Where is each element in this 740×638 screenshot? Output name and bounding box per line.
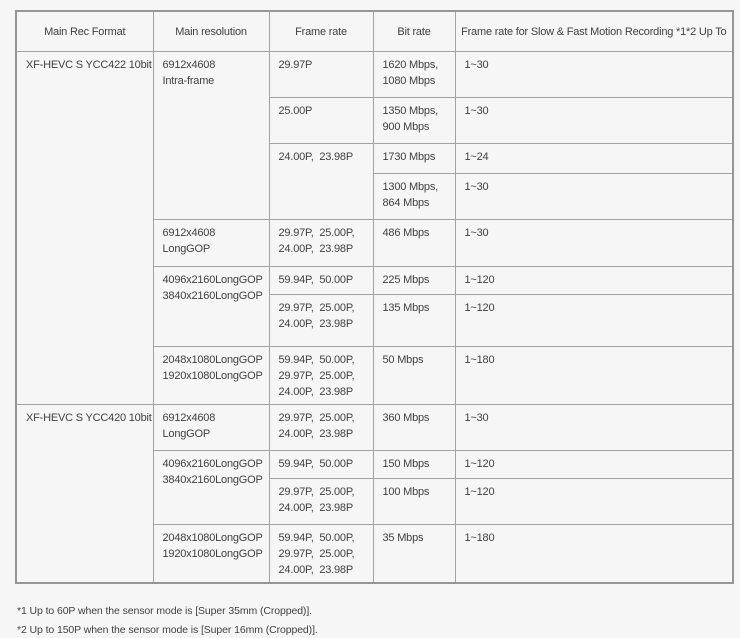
- slow-fast-cell: [455, 144, 733, 174]
- cell-line: 1~120: [464, 302, 495, 314]
- bit-rate-cell: [373, 52, 455, 98]
- bit-rate-cell: [373, 98, 455, 144]
- cell-line: 50 Mbps: [382, 354, 424, 366]
- slow-fast-cell: [455, 52, 733, 98]
- cell-line: LongGOP: [162, 243, 211, 255]
- cell-line: 135 Mbps: [382, 302, 430, 314]
- cell-line: 29.97P: [278, 59, 313, 71]
- cell-line: 900 Mbps: [382, 121, 430, 133]
- cell-line: 4096x2160LongGOP: [162, 274, 263, 286]
- frame-rate-cell: [269, 98, 373, 144]
- slow-fast-cell: [455, 220, 733, 267]
- cell-line: 6912x4608: [162, 59, 216, 71]
- header-row: [16, 11, 733, 52]
- cell-line: 59.94P, 50.00P: [278, 458, 353, 470]
- format-cell: [16, 405, 153, 584]
- cell-line: 1~30: [464, 59, 489, 71]
- cell-line: 1~120: [464, 458, 495, 470]
- bit-rate-cell: [373, 525, 455, 584]
- cell-line: 29.97P, 25.00P,: [278, 302, 355, 314]
- cell-line: 29.97P, 25.00P,: [278, 486, 355, 498]
- cell-line: 1~180: [464, 532, 495, 544]
- cell-line: 1~24: [464, 151, 489, 163]
- cell-line: 59.94P, 50.00P: [278, 274, 353, 286]
- cell-line: 24.00P, 23.98P: [278, 502, 353, 514]
- cell-line: 24.00P, 23.98P: [278, 151, 353, 163]
- bit-rate-cell: [373, 405, 455, 451]
- cell-line: 1920x1080LongGOP: [162, 370, 263, 382]
- bit-rate-cell: [373, 220, 455, 267]
- bit-rate-cell: [373, 295, 455, 347]
- cell-line: XF-HEVC S YCC422 10bit: [26, 59, 152, 71]
- footnotes: [17, 604, 740, 638]
- cell-line: 1300 Mbps,: [382, 181, 438, 193]
- table-row: [16, 405, 733, 451]
- bit-rate-cell: [373, 267, 455, 295]
- bit-rate-cell: [373, 347, 455, 405]
- format-cell: [16, 52, 153, 405]
- cell-line: 6912x4608: [162, 227, 216, 239]
- cell-line: 1~120: [464, 486, 495, 498]
- cell-line: 6912x4608: [162, 412, 216, 424]
- cell-line: 1920x1080LongGOP: [162, 548, 263, 560]
- cell-line: 1~120: [464, 274, 495, 286]
- bit-rate-cell: [373, 144, 455, 174]
- slow-fast-cell: [455, 525, 733, 584]
- cell-line: 3840x2160LongGOP: [162, 290, 263, 302]
- cell-line: 1~30: [464, 412, 489, 424]
- cell-line: 150 Mbps: [382, 458, 430, 470]
- cell-line: 24.00P, 23.98P: [278, 318, 353, 330]
- frame-rate-cell: [269, 451, 373, 479]
- resolution-cell: [153, 267, 269, 347]
- frame-rate-cell: [269, 405, 373, 451]
- cell-line: 24.00P, 23.98P: [278, 564, 353, 576]
- cell-line: 35 Mbps: [382, 532, 424, 544]
- bit-rate-cell: [373, 174, 455, 220]
- slow-fast-cell: [455, 451, 733, 479]
- resolution-cell: [153, 405, 269, 451]
- frame-rate-cell: [269, 479, 373, 525]
- cell-line: 25.00P: [278, 105, 313, 117]
- table-row: [16, 52, 733, 98]
- header-slow-fast-motion: Frame rate for Slow & Fast Motion Recording *1*2 Up To: [455, 11, 733, 52]
- cell-line: 4096x2160LongGOP: [162, 458, 263, 470]
- cell-line: 29.97P, 25.00P,: [278, 548, 355, 560]
- cell-line: 2048x1080LongGOP: [162, 532, 263, 544]
- cell-line: XF-HEVC S YCC420 10bit: [26, 412, 152, 424]
- cell-line: 24.00P, 23.98P: [278, 386, 353, 398]
- resolution-cell: [153, 451, 269, 525]
- header-main-rec-format: Main Rec Format: [16, 11, 153, 52]
- frame-rate-cell: [269, 52, 373, 98]
- cell-line: 100 Mbps: [382, 486, 430, 498]
- bit-rate-cell: [373, 479, 455, 525]
- cell-line: 1~30: [464, 181, 489, 193]
- slow-fast-cell: [455, 405, 733, 451]
- header-bit-rate: Bit rate: [373, 11, 455, 52]
- footnote-1: *1 Up to 60P when the sensor mode is [Super 35mm (Cropped)].: [17, 605, 312, 617]
- cell-line: Intra-frame: [162, 75, 215, 87]
- resolution-cell: [153, 52, 269, 220]
- header-frame-rate: Frame rate: [269, 11, 373, 52]
- frame-rate-cell: [269, 525, 373, 584]
- resolution-cell: [153, 525, 269, 584]
- cell-line: 1350 Mbps,: [382, 105, 438, 117]
- resolution-cell: [153, 220, 269, 267]
- cell-line: 24.00P, 23.98P: [278, 243, 353, 255]
- frame-rate-cell: [269, 144, 373, 220]
- cell-line: 59.94P, 50.00P,: [278, 532, 355, 544]
- recording-format-table: [15, 10, 734, 584]
- cell-line: 1~30: [464, 105, 489, 117]
- slow-fast-cell: [455, 98, 733, 144]
- slow-fast-cell: [455, 174, 733, 220]
- frame-rate-cell: [269, 347, 373, 405]
- frame-rate-cell: [269, 295, 373, 347]
- cell-line: 29.97P, 25.00P,: [278, 412, 355, 424]
- cell-line: 486 Mbps: [382, 227, 430, 239]
- header-main-resolution: Main resolution: [153, 11, 269, 52]
- slow-fast-cell: [455, 267, 733, 295]
- frame-rate-cell: [269, 267, 373, 295]
- cell-line: 1~30: [464, 227, 489, 239]
- cell-line: 2048x1080LongGOP: [162, 354, 263, 366]
- bit-rate-cell: [373, 451, 455, 479]
- cell-line: 59.94P, 50.00P,: [278, 354, 355, 366]
- slow-fast-cell: [455, 479, 733, 525]
- cell-line: 864 Mbps: [382, 197, 430, 209]
- footnote-2: *2 Up to 150P when the sensor mode is [Super 16mm (Cropped)].: [17, 624, 318, 636]
- cell-line: 1080 Mbps: [382, 75, 436, 87]
- cell-line: 1620 Mbps,: [382, 59, 438, 71]
- cell-line: 29.97P, 25.00P,: [278, 227, 355, 239]
- cell-line: 3840x2160LongGOP: [162, 474, 263, 486]
- cell-line: LongGOP: [162, 428, 211, 440]
- cell-line: 360 Mbps: [382, 412, 430, 424]
- slow-fast-cell: [455, 295, 733, 347]
- frame-rate-cell: [269, 220, 373, 267]
- cell-line: 29.97P, 25.00P,: [278, 370, 355, 382]
- cell-line: 225 Mbps: [382, 274, 430, 286]
- slow-fast-cell: [455, 347, 733, 405]
- cell-line: 1~180: [464, 354, 495, 366]
- cell-line: 1730 Mbps: [382, 151, 436, 163]
- resolution-cell: [153, 347, 269, 405]
- cell-line: 24.00P, 23.98P: [278, 428, 353, 440]
